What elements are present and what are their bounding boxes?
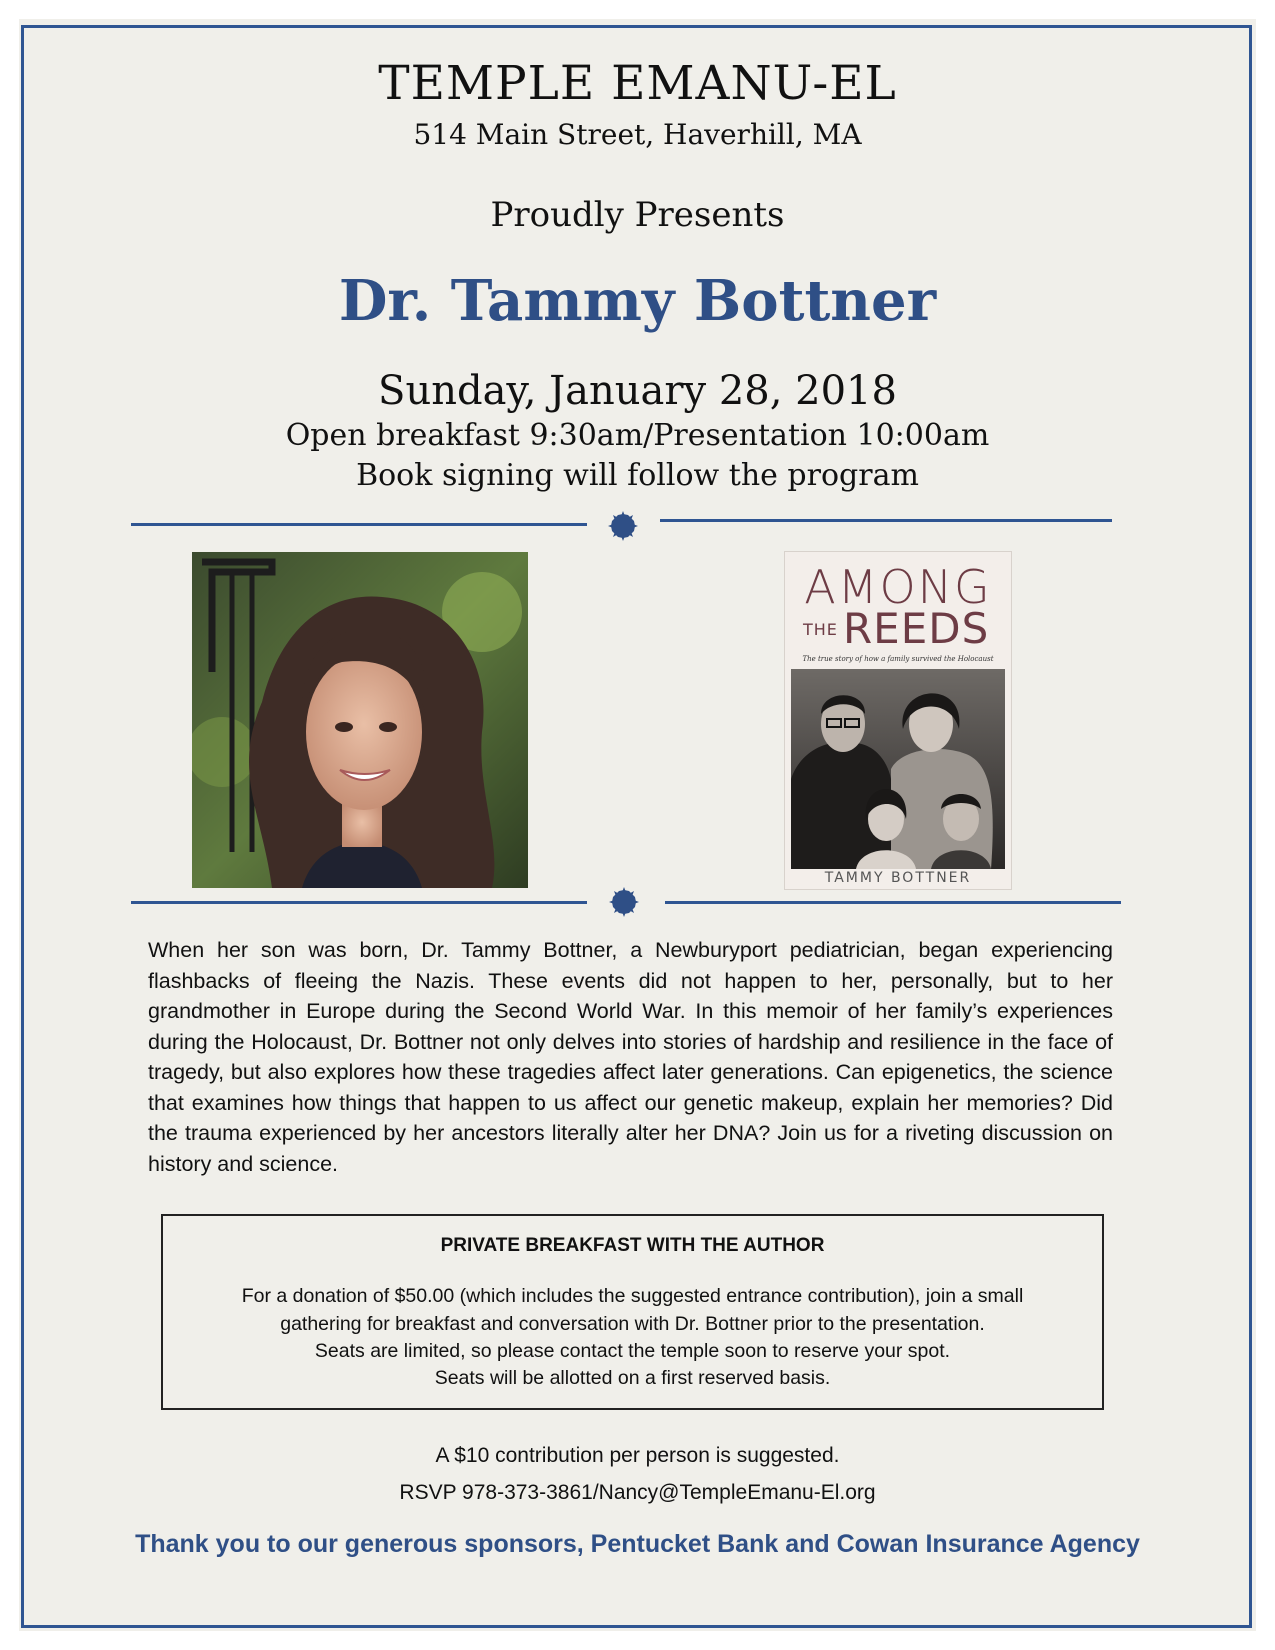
book-cover-photo	[791, 669, 1005, 869]
divider-top-right	[660, 519, 1112, 522]
event-times: Open breakfast 9:30am/Presentation 10:00am	[285, 418, 990, 453]
star-ornament-icon	[608, 886, 640, 918]
sponsors-thanks: Thank you to our generous sponsors, Pentucket Bank and Cowan Insurance Agency	[135, 1530, 1140, 1558]
private-breakfast-line: For a donation of $50.00 (which includes the suggested entrance contribution), join a small	[241, 1285, 1024, 1307]
private-breakfast-line: Seats are limited, so please contact the temple soon to reserve your spot.	[314, 1340, 951, 1362]
divider-top-left	[131, 523, 587, 526]
star-ornament-icon	[607, 510, 639, 542]
book-subtitle: The true story of how a family survived the Holocaust	[802, 655, 994, 663]
temple-address: 514 Main Street, Haverhill, MA	[413, 118, 862, 151]
event-date: Sunday, January 28, 2018	[378, 368, 897, 414]
presents-line: Proudly Presents	[490, 195, 785, 235]
book-cover	[785, 552, 1011, 889]
book-title-line2: REEDS	[843, 604, 990, 653]
private-breakfast-box	[161, 1214, 1104, 1410]
private-breakfast-heading: PRIVATE BREAKFAST WITH THE AUTHOR	[440, 1235, 825, 1256]
private-breakfast-line: Seats will be allotted on a first reserved basis.	[434, 1367, 831, 1389]
author-photo	[192, 552, 528, 888]
book-title-the: THE	[803, 620, 838, 639]
private-breakfast-line: gathering for breakfast and conversation with Dr. Bottner prior to the presentation.	[280, 1313, 985, 1335]
divider-bottom-left	[131, 901, 587, 904]
rsvp-contact: RSVP 978-373-3861/Nancy@TempleEmanu-El.org	[399, 1481, 876, 1504]
divider-bottom-right	[665, 901, 1121, 904]
event-description: When her son was born, Dr. Tammy Bottner, a Newburyport pediatrician, began experiencing flashbacks of fleeing the Nazis. These events did not happen to her, personally, but to her grandmother in Europe during the Second World War. In this memoir of her family’s experiences during the Holocaust, Dr. Bottner not only delves into stories of hardship and resilience in the face of tragedy, but also explores how these tragedies affect later generations. Can epigenetics, the science that examines how things that happen to us affect our genetic makeup, explain her memories? Did the trauma experienced by her ancestors literally alter her DNA? Join us for a riveting discussion on history and science.	[148, 938, 1113, 1176]
suggested-contribution: A $10 contribution per person is suggested.	[435, 1444, 840, 1467]
book-title-line1: AMONG	[804, 560, 992, 614]
speaker-name: Dr. Tammy Bottner	[338, 268, 937, 334]
book-signing-note: Book signing will follow the program	[356, 458, 919, 493]
temple-name: TEMPLE EMANU-EL	[378, 56, 897, 111]
book-author: TAMMY BOTTNER	[824, 870, 972, 886]
